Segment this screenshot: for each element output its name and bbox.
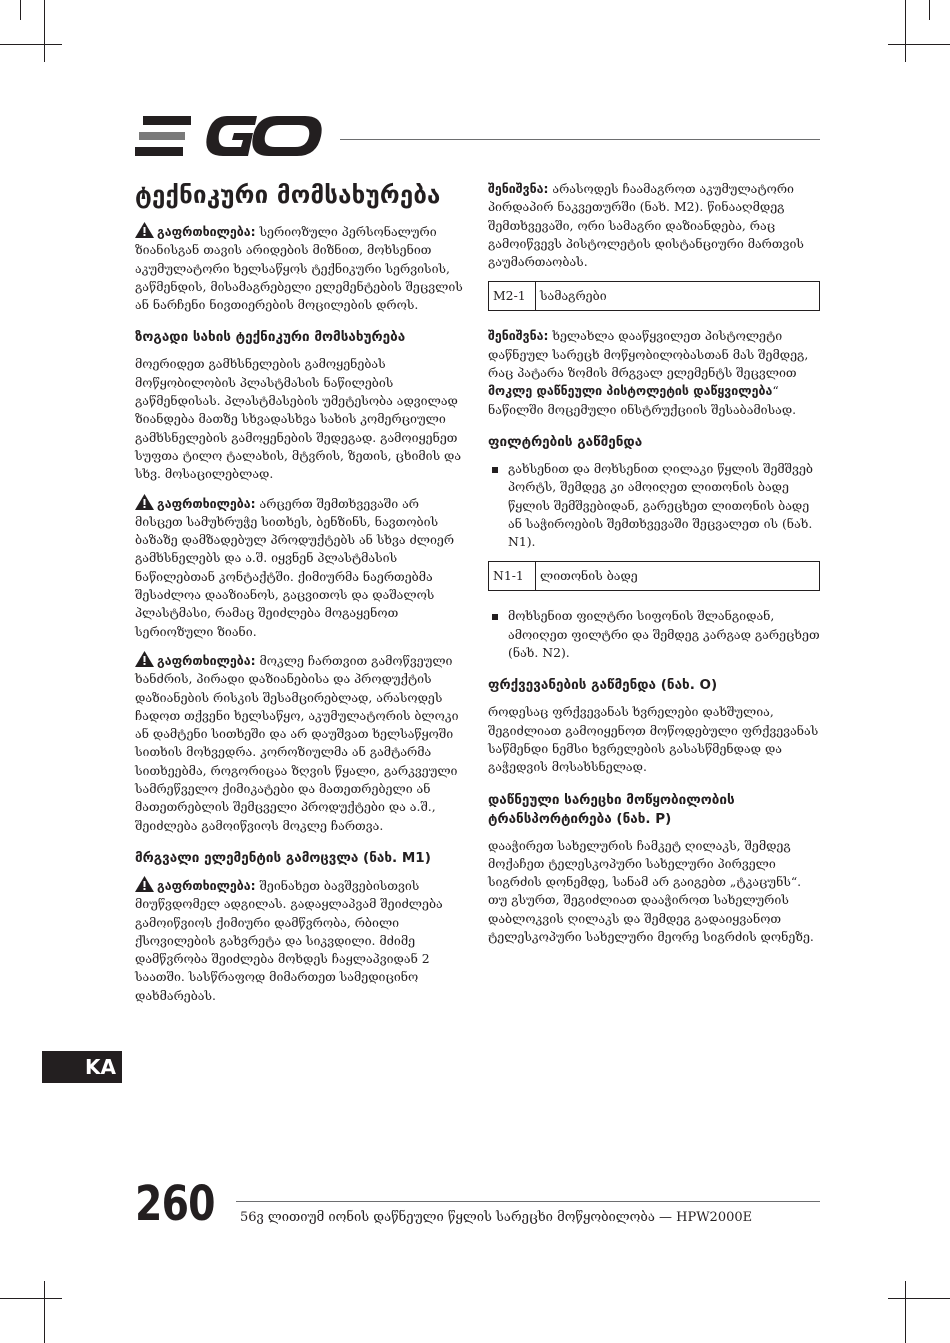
warning-label: გაფრთხილება: xyxy=(157,224,256,239)
note-text: “ ნაწილში მოცემული ინსტრუქციის შესაბამისად. xyxy=(488,383,797,417)
table-row xyxy=(489,562,820,591)
warning-text: სერიოზული პერსონალური ზიანისგან თავის არიდების მიზნით, მოხსენით აკუმულატორი ხელსაწყოს ტექნიკური სერვისის, გაწმენდის, მისამაგრებელი ელემენტების შეცვლის ან ნარჩენი ნივთიერების მოცილების დროს. xyxy=(135,224,463,313)
reference-table-n1 xyxy=(488,561,820,591)
crop-mark xyxy=(0,1298,62,1299)
ego-logo xyxy=(135,112,325,160)
transport-paragraph: დააჭირეთ სახელურის ჩამკეტ ღილაკს, შემდეგ მოქაჩეთ ტელესკოპური სახელური პირველი სიგრძის დონემდე, სანამ არ გაიგებთ „ტკაცუნს“. თუ გსურთ, შეგიძლიათ დააჭიროთ სახელურის დაბლოკვის ღილაკს და შემდეგ გადაიყვანოთ ტელესკოპური სახელური მეორე სიგრძის დონეზე. xyxy=(488,837,814,945)
filters-list xyxy=(488,460,823,551)
note-paragraph xyxy=(488,180,823,271)
crop-mark xyxy=(929,0,930,20)
left-column xyxy=(135,180,470,1015)
language-tab: KA xyxy=(42,1051,122,1083)
warning-triangle-icon xyxy=(135,876,154,892)
warning-paragraph xyxy=(135,494,470,641)
table-cell-code: M2-1 xyxy=(489,282,536,311)
table-row xyxy=(489,282,820,311)
table-cell-label: სამაგრები xyxy=(536,282,820,311)
warning-label: გაფრთხილება: xyxy=(157,495,256,511)
warning-label: გაფრთხილება: xyxy=(157,877,256,893)
warning-text: მოკლე ჩართვით გამოწვეული ხანძრის, პირადი დაზიანებისა და პროდუქტის დაზიანების რისკის შესამცირებლად, არასოდეს ჩადოთ თქვენი ხელსაწყო, აკუმულატორის ბლოკი ან დამტენი სითხეში და არ დაუშვათ ხელსაწყოში სითხის მოხვედრა. კოროზიულმა ან გამტარმა სითხეებმა, როგორიცაა ზღვის წყალი, გარკვეული სამრეწველო ქიმიკატები და მათეთრებელი ან მათეთრებლის შემცველი პროდუქტები და ა.შ., შეიძლება გამოიწვიოს მოკლე ჩართვა. xyxy=(135,652,459,833)
list-item: გახსენით და მოხსენით ღილაკი წყლის შემშვებ პორტს, შემდეგ კი ამოიღეთ ლითონის ბადე წყლის შემშვებიდან, გარეცხეთ ლითონის ბადე ან საჭიროების შემთხვევაში შეცვალეთ ის (ნახ. N1). xyxy=(488,460,823,551)
crop-mark xyxy=(905,0,906,62)
warning-triangle-icon xyxy=(135,222,154,238)
section-heading-filters: ფილტრების გაწმენდა xyxy=(488,433,643,450)
crop-mark xyxy=(888,44,950,45)
reference-table-m2 xyxy=(488,281,820,311)
note-label: შენიშვნა: xyxy=(488,181,549,196)
crop-mark xyxy=(905,1281,906,1343)
header-rule xyxy=(340,139,820,140)
note-label: შენიშვნა: xyxy=(488,328,549,344)
section-heading-replace-cell: მრგვალი ელემენტის გამოცვლა (ნახ. M1) xyxy=(135,849,431,866)
crop-mark xyxy=(888,1298,950,1299)
footer-text: 56ვ ლითიუმ იონის დაწნეული წყლის სარეცხი მოწყობილობა — HPW2000E xyxy=(240,1210,753,1225)
section-heading-general: ზოგადი სახის ტექნიკური მომსახურება xyxy=(135,329,406,346)
footer-rule xyxy=(236,1201,820,1202)
crop-mark xyxy=(20,0,21,20)
page-title: ტექნიკური მომსახურება xyxy=(135,181,441,209)
nozzle-paragraph: როდესაც ფრქვევანას ხვრელები დახშულია, შეგიძლიათ გამოიყენოთ მოწოდებული ფრქვევანას საწმენდი ნემსი ხვრელების გასასწმენდად და გაჭედვის მოსახსნელად. xyxy=(488,704,819,775)
warning-label: გაფრთხილება: xyxy=(157,652,256,668)
note-text: არასოდეს ჩაამაგროთ აკუმულატორი პირდაპირ ნაკვეთურში (ნახ. M2). წინააღმდეგ შემთხვევაში, ორი სამაგრი დაზიანდება, რაც გამოიწვევს პისტოლეტის დისტანციური მართვის გაუმართაობას. xyxy=(488,181,804,270)
filters-list xyxy=(488,607,823,662)
table-cell-label: ლითონის ბადე xyxy=(536,562,820,591)
crop-mark xyxy=(44,0,45,62)
warning-paragraph xyxy=(135,876,470,1005)
right-column xyxy=(488,180,823,956)
page-number: 260 xyxy=(135,1176,215,1232)
crop-mark xyxy=(0,44,62,45)
general-maintenance-paragraph: მოერიდეთ გამხსნელების გამოყენებას მოწყობილობის პლასტმასის ნაწილების გაწმენდისას. პლასტმასების უმეტესობა ადვილად ზიანდება მათზე სხვადასხვა სახის კომერციული გამხსნელების გამოყენების შედეგად. გამოიყენეთ სუფთა ტილო ტალახის, მტვრის, ზეთის, ცხიმის და სხვ. მოსაცილებლად. xyxy=(135,356,462,482)
note-bold-reference: მოკლე დაწნეული პისტოლეტის დაწყვილება xyxy=(488,383,773,399)
warning-text: შეინახეთ ბავშვებისთვის მიუწვდომელ ადგილას. გადაყლაპვამ შეიძლება გამოიწვიოს ქიმიური დამწვრობა, რბილი ქსოვილების გახვრეტა და სიკვდილი. მძიმე დამწვრობა შეიძლება მოხდეს ჩაყლაპვიდან 2 საათში. სასწრაფოდ მიმართეთ სამედიცინო დახმარებას. xyxy=(135,877,443,1003)
section-heading-transport: დაწნეული სარეცხი მოწყობილობის ტრანსპორტირება (ნახ. P) xyxy=(488,791,735,827)
warning-paragraph xyxy=(135,651,470,835)
warning-triangle-icon xyxy=(135,494,154,510)
table-cell-code: N1-1 xyxy=(489,562,536,591)
section-heading-nozzle: ფრქვევანების გაწმენდა (ნახ. O) xyxy=(488,677,718,694)
warning-paragraph xyxy=(135,222,470,314)
warning-text: არცერთ შემთხვევაში არ მისცეთ სამუხრუჭე სითხეს, ბენზინს, ნავთობის ბაზაზე დამზადებულ პროდუქტებს ან სხვა ძლიერ გამხსნელებს და ა.შ. იყვნენ პლასტმასის ნაწილებთან კონტაქტში. ქიმიურმა ნაერთებმა შესაძლოა დააზიანოს, გაცვითოს და დაშალოს პლასტმასი, რამაც შეიძლება მოგაყენოთ სერიოზული ზიანი. xyxy=(135,495,455,639)
note-paragraph xyxy=(488,327,823,418)
list-item: მოხსენით ფილტრი სიფონის შლანგიდან, ამოიღეთ ფილტრი და შემდეგ კარგად გარეცხეთ (ნახ. N2). xyxy=(488,607,823,662)
warning-triangle-icon xyxy=(135,651,154,667)
crop-mark xyxy=(44,1281,45,1343)
note-text: ხელახლა დააწყვილეთ პისტოლეტი დაწნეულ სარეცხ მოწყობილობასთან მას შემდეგ, რაც პატარა ზომის მრგვალ ელემენტს შეცვლით xyxy=(488,328,809,381)
